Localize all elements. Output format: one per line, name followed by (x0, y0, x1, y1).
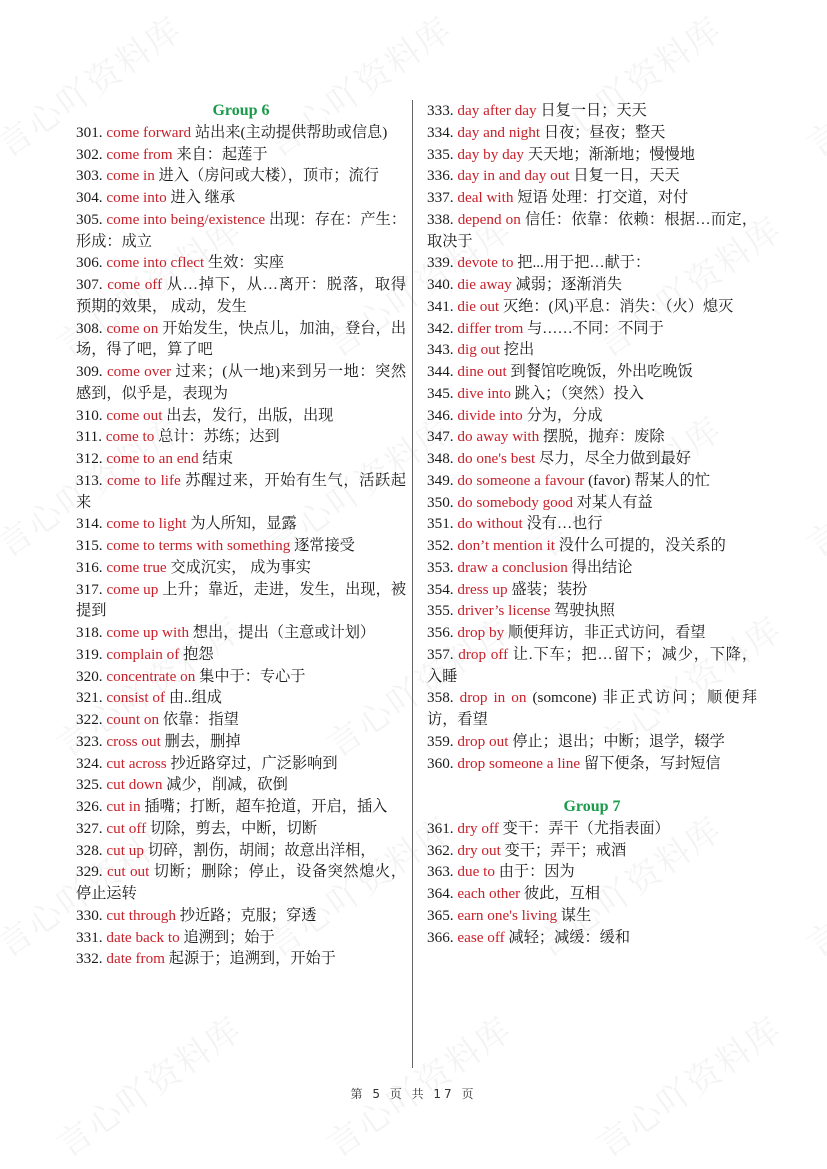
entry-phrase: come forward (106, 123, 192, 141)
entry-meaning: 过来；(从一地)来到另一地：突然感到，似乎是，表现为 (76, 363, 407, 402)
phrase-entry (76, 535, 406, 557)
entry-phrase: drop out (457, 732, 509, 750)
entry-number: 339. (427, 254, 454, 272)
entry-meaning: 抄近路；克服；穿透 (179, 906, 317, 924)
phrase-entry (76, 840, 406, 862)
entry-number: 345. (427, 384, 454, 402)
entry-meaning: 上升；靠近，走进，发生，出现，被提到 (76, 580, 407, 620)
entry-number: 304. (76, 189, 103, 206)
entry-phrase: come up (106, 580, 159, 598)
phrase-entry (427, 492, 757, 514)
entry-number: 341. (427, 297, 454, 315)
entry-phrase: each other (457, 885, 521, 902)
entry-meaning: 为人所知，显露 (190, 515, 297, 533)
entry-meaning: 把...用于把…献于： (517, 254, 651, 272)
entry-phrase: deal with (457, 189, 514, 206)
entry-phrase: day after day (457, 102, 537, 119)
entry-phrase: come to light (106, 515, 187, 533)
phrase-entry (427, 840, 757, 862)
phrase-entry (427, 818, 757, 840)
entry-meaning: 跳入；（突然）投入 (514, 384, 644, 402)
entry-meaning: 与……不同：不同于 (527, 319, 664, 337)
entry-meaning: 日复一日；天天 (540, 102, 647, 119)
entry-number: 337. (427, 189, 454, 206)
phrase-entry (427, 535, 757, 557)
entry-meaning: 总计：苏练；达到 (158, 428, 280, 446)
phrase-entry (427, 557, 757, 579)
phrase-entry (76, 861, 406, 905)
entry-meaning: 苏醒过来，开始有生气，活跃起来 (76, 471, 407, 511)
entry-phrase: do away with (457, 428, 540, 446)
phrase-entry (76, 122, 406, 144)
entry-number: 323. (76, 732, 103, 750)
entry-phrase: count on (106, 711, 160, 728)
entry-phrase: dress up (457, 580, 508, 598)
entry-phrase: due to (457, 863, 495, 881)
phrase-entry (76, 666, 406, 688)
entry-number: 332. (76, 950, 103, 968)
entry-meaning: 分为，分成 (526, 406, 603, 424)
entry-number: 348. (427, 450, 454, 467)
phrase-entry (427, 383, 757, 405)
entry-meaning: 盛装；装扮 (511, 580, 588, 598)
entry-phrase: do someone a favour (457, 471, 585, 489)
entry-number: 306. (76, 254, 103, 272)
entry-number: 321. (76, 689, 103, 707)
phrase-entry (427, 165, 757, 187)
group-title-7: Group 7 (563, 798, 621, 815)
entry-number: 325. (76, 776, 103, 794)
entry-number: 355. (427, 602, 454, 620)
entry-phrase: come into cflect (106, 254, 205, 272)
entry-number: 305. (76, 210, 103, 228)
phrase-entry (427, 405, 757, 427)
entry-number: 326. (76, 798, 103, 815)
entry-phrase: come to terms with something (106, 537, 291, 554)
entry-meaning: 进入 继承 (170, 189, 236, 206)
entry-phrase: date back to (106, 928, 180, 946)
entry-phrase: concentrate on (106, 667, 196, 685)
entry-meaning: 彼此，互相 (524, 885, 600, 902)
entry-meaning: 日复一日，天天 (573, 167, 680, 185)
phrase-entry (76, 622, 406, 644)
entry-phrase: devote to (457, 254, 514, 272)
phrase-entry (427, 144, 757, 166)
entry-number: 335. (427, 145, 454, 163)
entry-phrase: drop off (458, 645, 509, 663)
entry-phrase: come off (107, 276, 163, 293)
entry-meaning: 短语 处理：打交道，对付 (517, 189, 689, 206)
entry-meaning: 开始发生，快点儿，加油，登台，出场，得了吧，算了吧 (76, 319, 407, 359)
entry-meaning: 让.下车；把…留下；减少，下降，入睡 (427, 645, 758, 685)
entry-meaning: 留下便条，写封短信 (583, 754, 721, 772)
phrase-entry (76, 448, 406, 470)
entry-list (427, 818, 757, 949)
entry-meaning: 追溯到；始于 (183, 928, 275, 946)
phrase-entry (427, 513, 757, 535)
entry-number: 315. (76, 537, 103, 554)
entry-number: 352. (427, 537, 454, 554)
phrase-entry (76, 948, 406, 970)
entry-meaning: 顺便拜访，非正式访问，看望 (508, 624, 706, 641)
entry-number: 318. (76, 624, 103, 641)
entry-meaning: 帮某人的忙 (634, 471, 711, 489)
phrase-entry (76, 774, 406, 796)
entry-phrase: drop by (457, 624, 505, 641)
phrase-entry (427, 361, 757, 383)
entry-meaning: 到餐馆吃晚饭，外出吃晚饭 (510, 363, 693, 380)
entry-phrase: die out (457, 297, 500, 315)
entry-number: 347. (427, 428, 454, 446)
phrase-entry (76, 187, 406, 209)
entry-phrase-note: (somcone) (526, 689, 603, 707)
entry-phrase: day by day (457, 145, 525, 163)
entry-meaning: 站出来(主动提供帮助或信息) (194, 123, 388, 141)
entry-phrase: day and night (457, 123, 541, 141)
phrase-entry (76, 405, 406, 427)
page-footer: 第 5 页 共 17 页 (350, 1087, 477, 1101)
phrase-entry (427, 339, 757, 361)
phrase-entry (76, 709, 406, 731)
entry-number: 301. (76, 123, 103, 141)
entry-phrase: come in (106, 167, 155, 185)
entry-meaning: 停止；退出；中断；退学，辍学 (512, 732, 725, 750)
entry-meaning: 逐常接受 (294, 537, 355, 554)
entry-phrase: earn one's living (457, 906, 558, 924)
entry-number: 307. (76, 276, 103, 293)
entry-phrase: dig out (457, 341, 500, 359)
entry-number: 316. (76, 558, 103, 576)
entry-phrase: complain of (106, 645, 180, 663)
group-title-6: Group 6 (212, 102, 270, 119)
entry-meaning: 起源于；追溯到，开始于 (168, 950, 336, 968)
entry-phrase: day in and day out (457, 167, 570, 185)
entry-number: 362. (427, 841, 454, 859)
entry-number: 354. (427, 580, 454, 598)
phrase-entry (76, 144, 406, 166)
entry-phrase: come up with (106, 624, 190, 641)
phrase-entry (427, 927, 757, 949)
entry-meaning: 从…掉下，从…离开：脱落，取得预期的效果， 成动，发生 (76, 276, 407, 315)
entry-phrase: cross out (106, 732, 161, 750)
phrase-entry (76, 579, 406, 623)
entry-meaning: 由..组成 (168, 689, 222, 707)
phrase-entry (427, 470, 757, 492)
entry-number: 344. (427, 363, 454, 380)
entry-meaning: 删去，删掉 (164, 732, 241, 750)
entry-meaning: 想出，提出（主意或计划） (192, 624, 376, 641)
entry-list (427, 100, 757, 774)
entry-phrase: come into (106, 189, 167, 206)
phrase-entry (427, 296, 757, 318)
entry-meaning: 灭绝：(风)平息：消失：（火）熄灭 (502, 297, 734, 315)
entry-meaning: 天天地；渐渐地；慢慢地 (527, 145, 695, 163)
entry-meaning: 交成沉实， 成为事实 (170, 558, 311, 576)
entry-number: 365. (427, 906, 454, 924)
entry-meaning: 依靠：指望 (162, 711, 239, 728)
phrase-entry (427, 448, 757, 470)
entry-meaning: 减轻；减缓：缓和 (508, 928, 631, 946)
entry-phrase: drop someone a line (457, 754, 581, 772)
phrase-entry (76, 687, 406, 709)
entry-meaning: 进入（房问或大楼），顶市；流行 (158, 167, 379, 185)
entry-meaning: 抄近路穿过，广泛影响到 (170, 754, 338, 772)
entry-number: 330. (76, 906, 103, 924)
entry-phrase: don’t mention it (457, 537, 555, 554)
phrase-entry (427, 122, 757, 144)
entry-meaning: 切碎，割伤，胡闹；故意出洋相， (147, 841, 376, 859)
entry-number: 317. (76, 580, 103, 598)
entry-number: 364. (427, 885, 454, 902)
entry-number: 331. (76, 928, 103, 946)
entry-meaning: 减弱；逐渐消失 (515, 276, 622, 293)
entry-meaning: 没什么可提的，没关系的 (558, 537, 726, 554)
phrase-entry (76, 513, 406, 535)
entry-phrase: dive into (457, 384, 511, 402)
entry-phrase: ease off (457, 928, 505, 946)
phrase-entry (427, 731, 757, 753)
entry-phrase: come true (106, 558, 167, 576)
phrase-entry (76, 818, 406, 840)
entry-meaning: 切断；删除；停止，设备突然熄火，停止运转 (76, 863, 407, 902)
entry-meaning: 非正式访问；顺便拜访，看望 (427, 689, 758, 728)
entry-phrase: cut down (106, 776, 163, 794)
entry-number: 320. (76, 667, 103, 685)
entry-meaning: 对某人有益 (576, 493, 653, 511)
phrase-entry (427, 209, 757, 253)
entry-phrase: come to life (107, 471, 181, 489)
phrase-entry (76, 905, 406, 927)
entry-number: 302. (76, 145, 103, 163)
entry-number: 353. (427, 558, 454, 576)
entry-phrase: come over (106, 363, 172, 380)
entry-phrase: consist of (106, 689, 166, 707)
entry-phrase: come out (106, 406, 163, 424)
entry-meaning: 得出结论 (571, 558, 633, 576)
entry-phrase: do without (457, 515, 523, 533)
entry-phrase: differ trom (457, 319, 524, 337)
entry-phrase: driver’s license (457, 602, 551, 620)
entry-phrase: come on (106, 319, 159, 337)
entry-phrase: divide into (457, 406, 523, 424)
entry-phrase: die away (457, 276, 512, 293)
entry-phrase: drop in on (459, 689, 527, 707)
entry-number: 342. (427, 319, 454, 337)
entry-phrase: come into being/existence (106, 210, 266, 228)
entry-number: 334. (427, 123, 454, 141)
right-column (427, 100, 757, 948)
entry-number: 322. (76, 711, 103, 728)
entry-number: 309. (76, 363, 103, 380)
entry-meaning: 来自：起莲于 (176, 145, 268, 163)
entry-number: 361. (427, 819, 454, 837)
entry-number: 314. (76, 515, 103, 533)
phrase-entry (427, 426, 757, 448)
phrase-entry (76, 731, 406, 753)
phrase-entry (76, 252, 406, 274)
entry-meaning: 出去，发行，出版，出现 (166, 406, 334, 424)
entry-phrase: dine out (457, 363, 507, 380)
entry-number: 343. (427, 341, 454, 359)
entry-meaning: 尽力，尽全力做到最好 (539, 450, 691, 467)
entry-phrase-note: (favor) (584, 471, 635, 489)
left-column (76, 100, 406, 970)
entry-phrase: come from (106, 145, 173, 163)
phrase-entry (427, 753, 757, 775)
entry-number: 313. (76, 471, 103, 489)
entry-meaning: 变干：弄干（尤指表面） (502, 819, 670, 837)
entry-number: 336. (427, 167, 454, 185)
phrase-entry (427, 579, 757, 601)
entry-phrase: cut off (106, 819, 147, 837)
phrase-entry (427, 600, 757, 622)
entry-phrase: cut in (106, 798, 141, 815)
entry-phrase: depend on (457, 210, 521, 228)
entry-meaning: 集中于：专心于 (199, 667, 306, 685)
entry-list (76, 122, 406, 970)
phrase-entry (76, 209, 406, 253)
phrase-entry (76, 318, 406, 362)
entry-number: 312. (76, 450, 103, 467)
phrase-entry (76, 361, 406, 405)
entry-meaning: 驾驶执照 (554, 602, 615, 620)
entry-meaning: 切除，剪去，中断，切断 (149, 819, 318, 837)
phrase-entry (76, 165, 406, 187)
phrase-entry (427, 274, 757, 296)
entry-number: 308. (76, 319, 103, 337)
entry-number: 360. (427, 754, 454, 772)
entry-number: 324. (76, 754, 103, 772)
entry-number: 329. (76, 863, 103, 881)
phrase-entry (427, 905, 757, 927)
entry-phrase: draw a conclusion (457, 558, 568, 576)
entry-meaning: 日夜；昼夜；整天 (543, 123, 666, 141)
phrase-entry (76, 557, 406, 579)
entry-number: 319. (76, 645, 103, 663)
entry-phrase: cut up (106, 841, 144, 859)
entry-number: 351. (427, 515, 454, 533)
entry-number: 346. (427, 406, 454, 424)
phrase-entry (427, 318, 757, 340)
entry-number: 333. (427, 102, 454, 119)
entry-phrase: dry off (457, 819, 499, 837)
entry-meaning: 由于：因为 (498, 863, 575, 881)
phrase-entry (427, 644, 757, 688)
entry-meaning: 结束 (202, 450, 233, 467)
phrase-entry (76, 796, 406, 818)
entry-number: 358. (427, 689, 454, 707)
entry-phrase: come to an end (106, 450, 199, 467)
entry-number: 363. (427, 863, 454, 881)
phrase-entry (427, 187, 757, 209)
column-divider (412, 100, 413, 1068)
entry-phrase: date from (106, 950, 165, 968)
entry-phrase: come to (105, 428, 155, 446)
phrase-entry (76, 470, 406, 514)
entry-meaning: 生效：实座 (208, 254, 284, 272)
entry-number: 350. (427, 493, 454, 511)
spacer (427, 774, 757, 796)
phrase-entry (427, 252, 757, 274)
entry-meaning: 变干；弄干；戒酒 (504, 841, 627, 859)
entry-number: 338. (427, 210, 454, 228)
entry-meaning: 插嘴；打断，超车抢道，开启，插入 (144, 798, 388, 815)
entry-phrase: do one's best (457, 450, 536, 467)
entry-number: 328. (76, 841, 103, 859)
entry-phrase: cut out (107, 863, 150, 881)
phrase-entry (76, 644, 406, 666)
entry-meaning: 信任：依靠：依赖：根据…而定，取决于 (427, 210, 758, 250)
entry-meaning: 谋生 (560, 906, 592, 924)
phrase-entry (76, 274, 406, 318)
entry-number: 366. (427, 928, 454, 946)
entry-number: 359. (427, 732, 454, 750)
entry-meaning: 摆脱，抛弃：废除 (543, 428, 665, 446)
entry-number: 327. (76, 819, 103, 837)
entry-number: 340. (427, 276, 454, 293)
entry-meaning: 减少，削减，砍倒 (166, 776, 288, 794)
phrase-entry (427, 622, 757, 644)
phrase-entry (427, 883, 757, 905)
phrase-entry (427, 100, 757, 122)
entry-phrase: cut through (106, 906, 176, 924)
phrase-entry (76, 927, 406, 949)
entry-meaning: 挖出 (503, 341, 535, 359)
entry-phrase: dry out (457, 841, 501, 859)
entry-number: 311. (76, 428, 103, 446)
phrase-entry (76, 426, 406, 448)
entry-number: 349. (427, 471, 454, 489)
entry-number: 303. (76, 167, 103, 185)
entry-number: 356. (427, 624, 454, 641)
entry-phrase: cut across (106, 754, 167, 772)
entry-number: 310. (76, 406, 103, 424)
entry-phrase: do somebody good (457, 493, 573, 511)
entry-meaning: 出现：存在：产生：形成：成立 (76, 210, 406, 250)
phrase-entry (76, 753, 406, 775)
entry-meaning: 没有…也行 (526, 515, 603, 533)
phrase-entry (427, 687, 757, 731)
entry-number: 357. (427, 645, 454, 663)
entry-meaning: 抱怨 (183, 645, 214, 663)
phrase-entry (427, 861, 757, 883)
